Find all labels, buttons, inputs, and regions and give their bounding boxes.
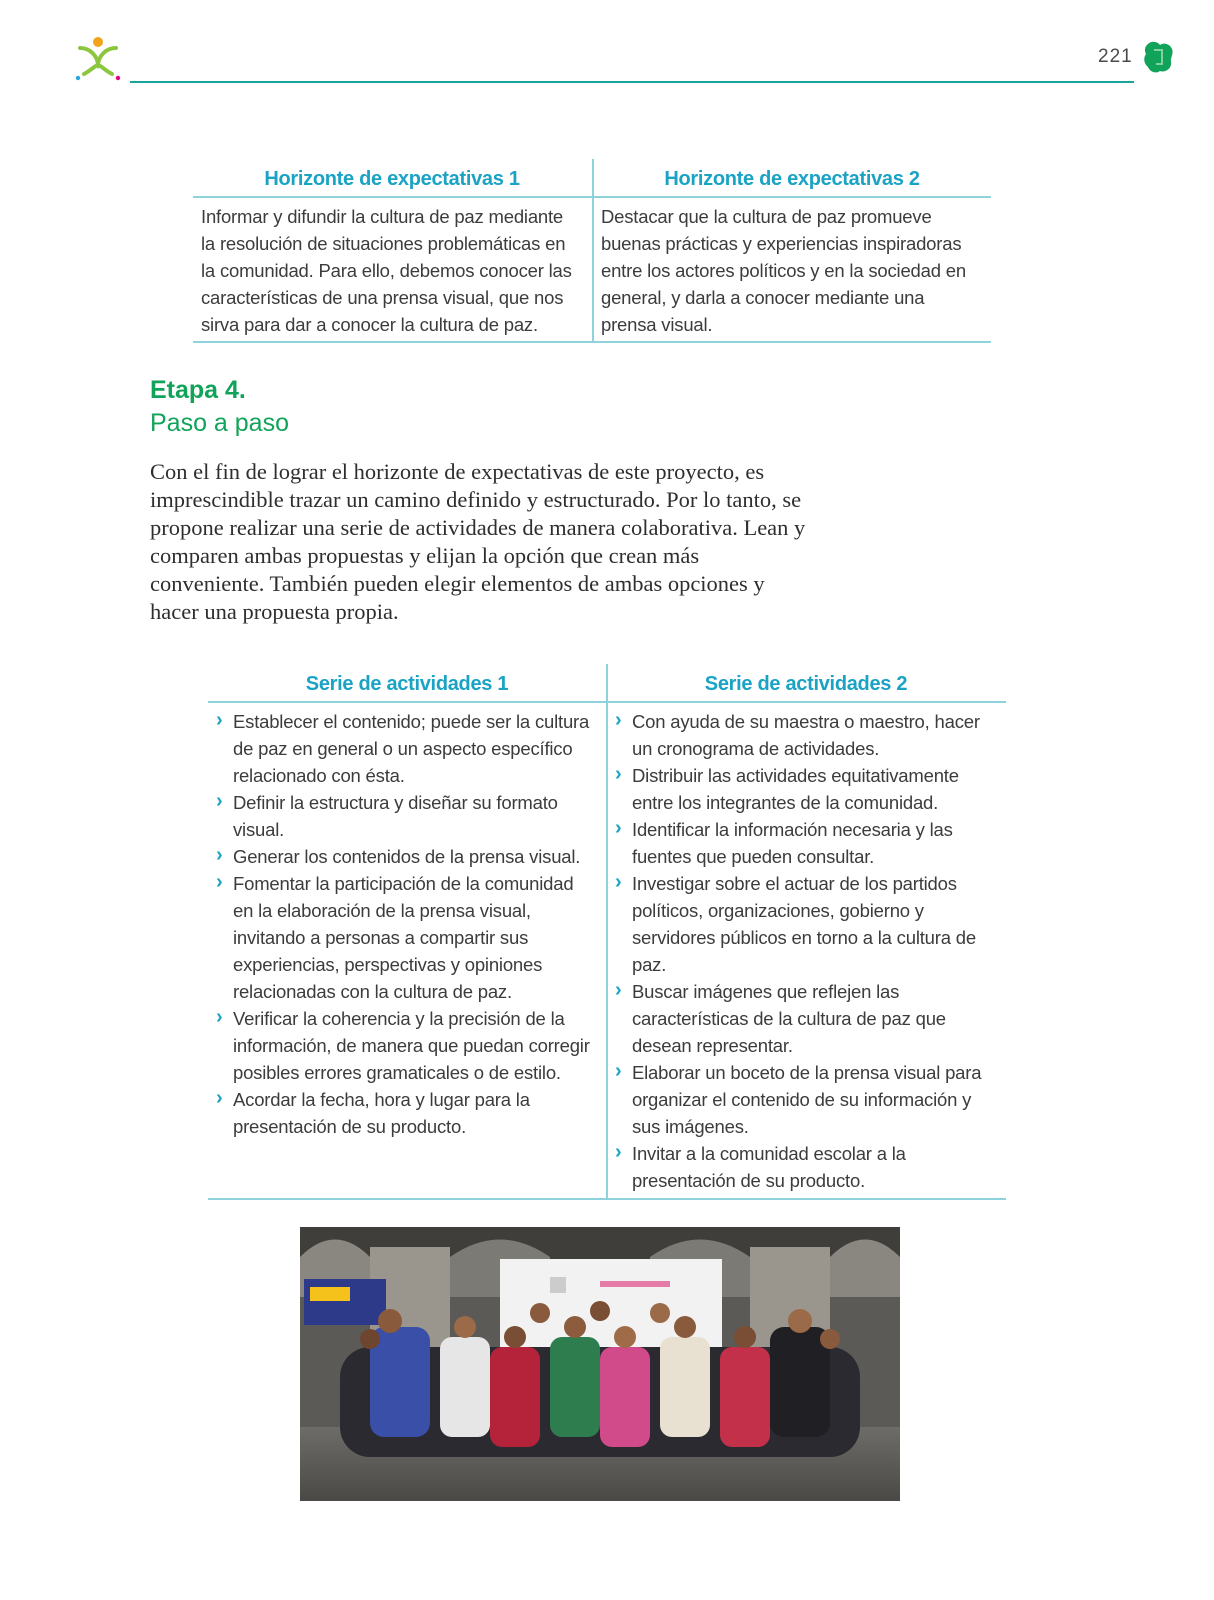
expectations-2-heading: Horizonte de expectativas 2 <box>664 168 920 190</box>
page-number: 221 <box>1098 46 1133 67</box>
list-item: › Distribuir las actividades equitativamente entre los integrantes de la comunidad. <box>607 762 992 816</box>
activities-1-heading: Serie de actividades 1 <box>305 673 509 695</box>
activities-2-list <box>607 708 992 1194</box>
section-heading <box>150 373 289 439</box>
green-puzzle-icon <box>1142 40 1174 74</box>
list-item: › Establecer el contenido; puede ser la cultura de paz en general o un aspecto específico relacionado con ésta. <box>208 708 593 789</box>
list-item: › Invitar a la comunidad escolar a la presentación de su producto. <box>607 1140 992 1194</box>
expectations-2-text: Destacar que la cultura de paz promueve buenas prácticas y experiencias inspiradoras entre los actores políticos y en la sociedad en general, y darla a conocer mediante una prensa visual. <box>601 206 966 335</box>
list-item: › Acordar la fecha, hora y lugar para la presentación de su producto. <box>208 1086 593 1140</box>
expectations-1-text: Informar y difundir la cultura de paz mediante la resolución de situaciones problemáticas en la comunidad. Para ello, debemos conocer las características de una prensa visual, que nos sirva para dar a conocer la cultura de paz. <box>201 206 572 335</box>
header-rule <box>130 81 1134 83</box>
list-item: › Definir la estructura y diseñar su formato visual. <box>208 789 593 843</box>
list-item: › Identificar la información necesaria y las fuentes que pueden consultar. <box>607 816 992 870</box>
list-item: › Verificar la coherencia y la precisión de la información, de manera que puedan corregir posibles errores gramaticales o de estilo. <box>208 1005 593 1086</box>
list-item: › Con ayuda de su maestra o maestro, hacer un cronograma de actividades. <box>607 708 992 762</box>
activities-2-heading: Serie de actividades 2 <box>704 673 908 695</box>
group-photo <box>300 1227 900 1501</box>
section-subtitle: Paso a paso <box>150 409 289 437</box>
list-item: › Elaborar un boceto de la prensa visual para organizar el contenido de su información y sus imágenes. <box>607 1059 992 1140</box>
activities-1-list <box>208 708 593 1140</box>
series-logo-icon <box>72 34 124 84</box>
list-item: › Generar los contenidos de la prensa visual. <box>208 843 593 870</box>
list-item: › Buscar imágenes que reflejen las características de la cultura de paz que desean representar. <box>607 978 992 1059</box>
list-item: › Investigar sobre el actuar de los partidos políticos, organizaciones, gobierno y servidores públicos en torno a la cultura de paz. <box>607 870 992 978</box>
intro-paragraph: Con el fin de lograr el horizonte de expectativas de este proyecto, es imprescindible trazar un camino definido y estructurado. Por lo tanto, se propone realizar una serie de actividades de manera colaborativa. Lean y comparen ambas propuestas y elijan la opción que crean más conveniente. También pueden elegir elementos de ambas opciones y hacer una propuesta propia. <box>150 459 806 624</box>
expectations-1-heading: Horizonte de expectativas 1 <box>264 168 520 190</box>
section-title: Etapa 4. <box>150 376 246 404</box>
list-item: › Fomentar la participación de la comunidad en la elaboración de la prensa visual, invitando a personas a compartir sus experiencias, perspectivas y opiniones relacionadas con la cultura de paz. <box>208 870 593 1005</box>
